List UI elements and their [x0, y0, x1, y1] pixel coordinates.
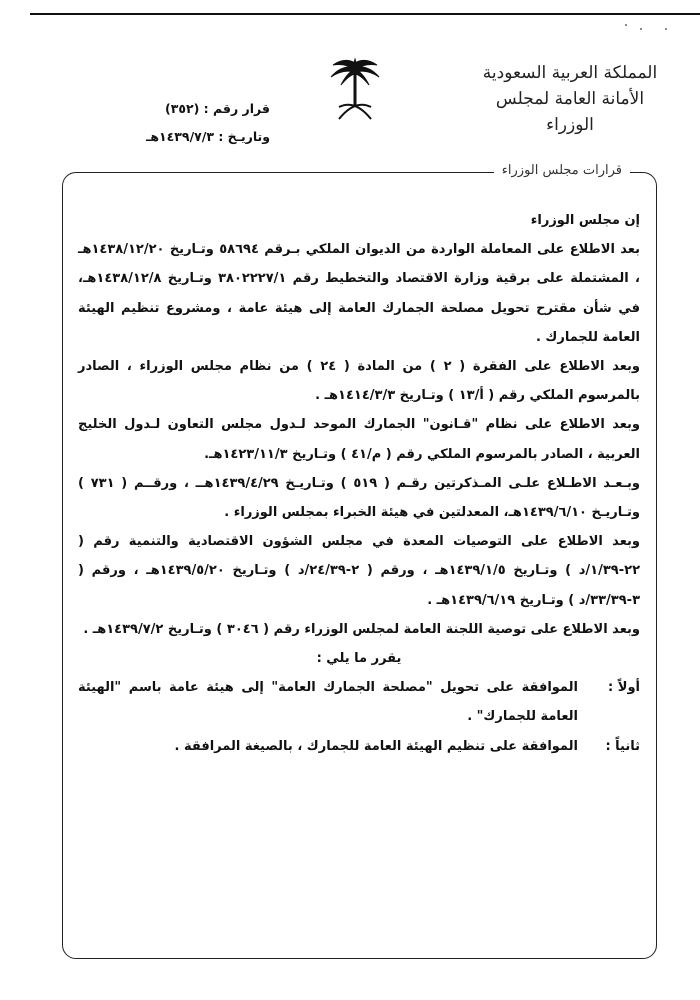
- decision-meta: [120, 95, 270, 151]
- org-line-1: المملكة العربية السعودية: [482, 63, 658, 83]
- resolution-item: [78, 732, 640, 761]
- decision-number: قرار رقم : (٣٥٢): [164, 101, 270, 116]
- recital-paragraph: وبعد الاطلاع على الفقرة ( ٢ ) من المادة ( ٢٤ ) من نظام مجلس الوزراء ، الصادر بالمرسوم الملكي رقم ( أ/١٣ ) وتـاريخ ١٤١٤/٣/٣هـ .: [78, 359, 641, 404]
- scan-speck: [640, 28, 642, 30]
- item-text: الموافقة على تنظيم الهيئة العامة للجمارك ، بالصيغة المرافقة .: [174, 738, 578, 754]
- issuer-header: [470, 60, 670, 138]
- section-label: قرارات مجلس الوزراء: [494, 163, 630, 178]
- org-line-2: الأمانة العامة لمجلس الوزراء: [495, 89, 645, 135]
- resolution-heading: يقرر ما يلي :: [316, 651, 402, 667]
- scan-speck: [625, 24, 627, 26]
- opening-line: إن مجلس الوزراء: [530, 213, 640, 228]
- resolution-item: [78, 673, 640, 731]
- top-rule: [30, 13, 700, 15]
- decision-body: [78, 206, 640, 761]
- item-text: الموافقة على تحويل "مصلحة الجمارك العامة" إلى هيئة عامة باسم "الهيئة العامة للجمارك" .: [78, 680, 578, 725]
- item-label: ثانياً :: [605, 738, 640, 754]
- scan-speck: [665, 28, 667, 30]
- decision-date: وتاريـخ : ١٤٣٩/٧/٣هـ: [146, 129, 270, 144]
- recital-paragraph: وبـعـد الاطـلاع علـى المـذكرتين رقـم ( ٥١٩ ) وتـاريـخ ١٤٣٩/٤/٢٩هــ ، ورقــم ( ٧٣١ ) وتـاريـخ ١٤٣٩/٦/١٠هـ، المعدلتين في هيئة الخبراء بمجلس الوزراء .: [78, 475, 640, 521]
- palm-tree-swords-emblem: [325, 55, 385, 125]
- recital-paragraph: وبعد الاطلاع على توصية اللجنة العامة لمجلس الوزراء رقم ( ٣٠٤٦ ) وتـاريخ ١٤٣٩/٧/٢هـ .: [83, 621, 640, 637]
- item-label: أولاً :: [608, 680, 640, 696]
- recital-paragraph: وبعد الاطلاع على نظام "قـانون" الجمارك الموحد لـدول مجلس التعاون لـدول الخليج العربية ، الصادر بالمرسوم الملكي رقم ( م/٤١ ) وتـاريخ ١٤٢٣/١١/٣هـ.: [78, 417, 640, 462]
- recital-paragraph: وبعد الاطلاع على التوصيات المعدة في مجلس الشؤون الاقتصادية والتنمية رقم ( ٢٢-١/٣٩/د ) وتـاريخ ١٤٣٩/١/٥هـ ، ورقم ( ٢-٢٤/٣٩/د ) وتـاريخ ١٤٣٩/٥/٢٠هـ ، ورقم ( ٣-٣٣/٣٩/د ) وتـاريخ ١٤٣٩/٦/١٩هـ .: [78, 534, 641, 608]
- recital-paragraph: بعد الاطلاع على المعاملة الواردة من الديوان الملكي بـرقم ٥٨٦٩٤ وتـاريخ ١٤٣٨/١٢/٢٠هـ ، المشتملة على برقية وزارة الاقتصاد والتخطيط رقم ٣٨٠٢٢٢٧/١ وتـاريخ ١٤٣٨/١٢/٨هـ، في شأن مقترح تحويل مصلحة الجمارك العامة إلى هيئة عامة ، ومشروع تنظيم الهيئة العامة للجمارك .: [78, 242, 640, 345]
